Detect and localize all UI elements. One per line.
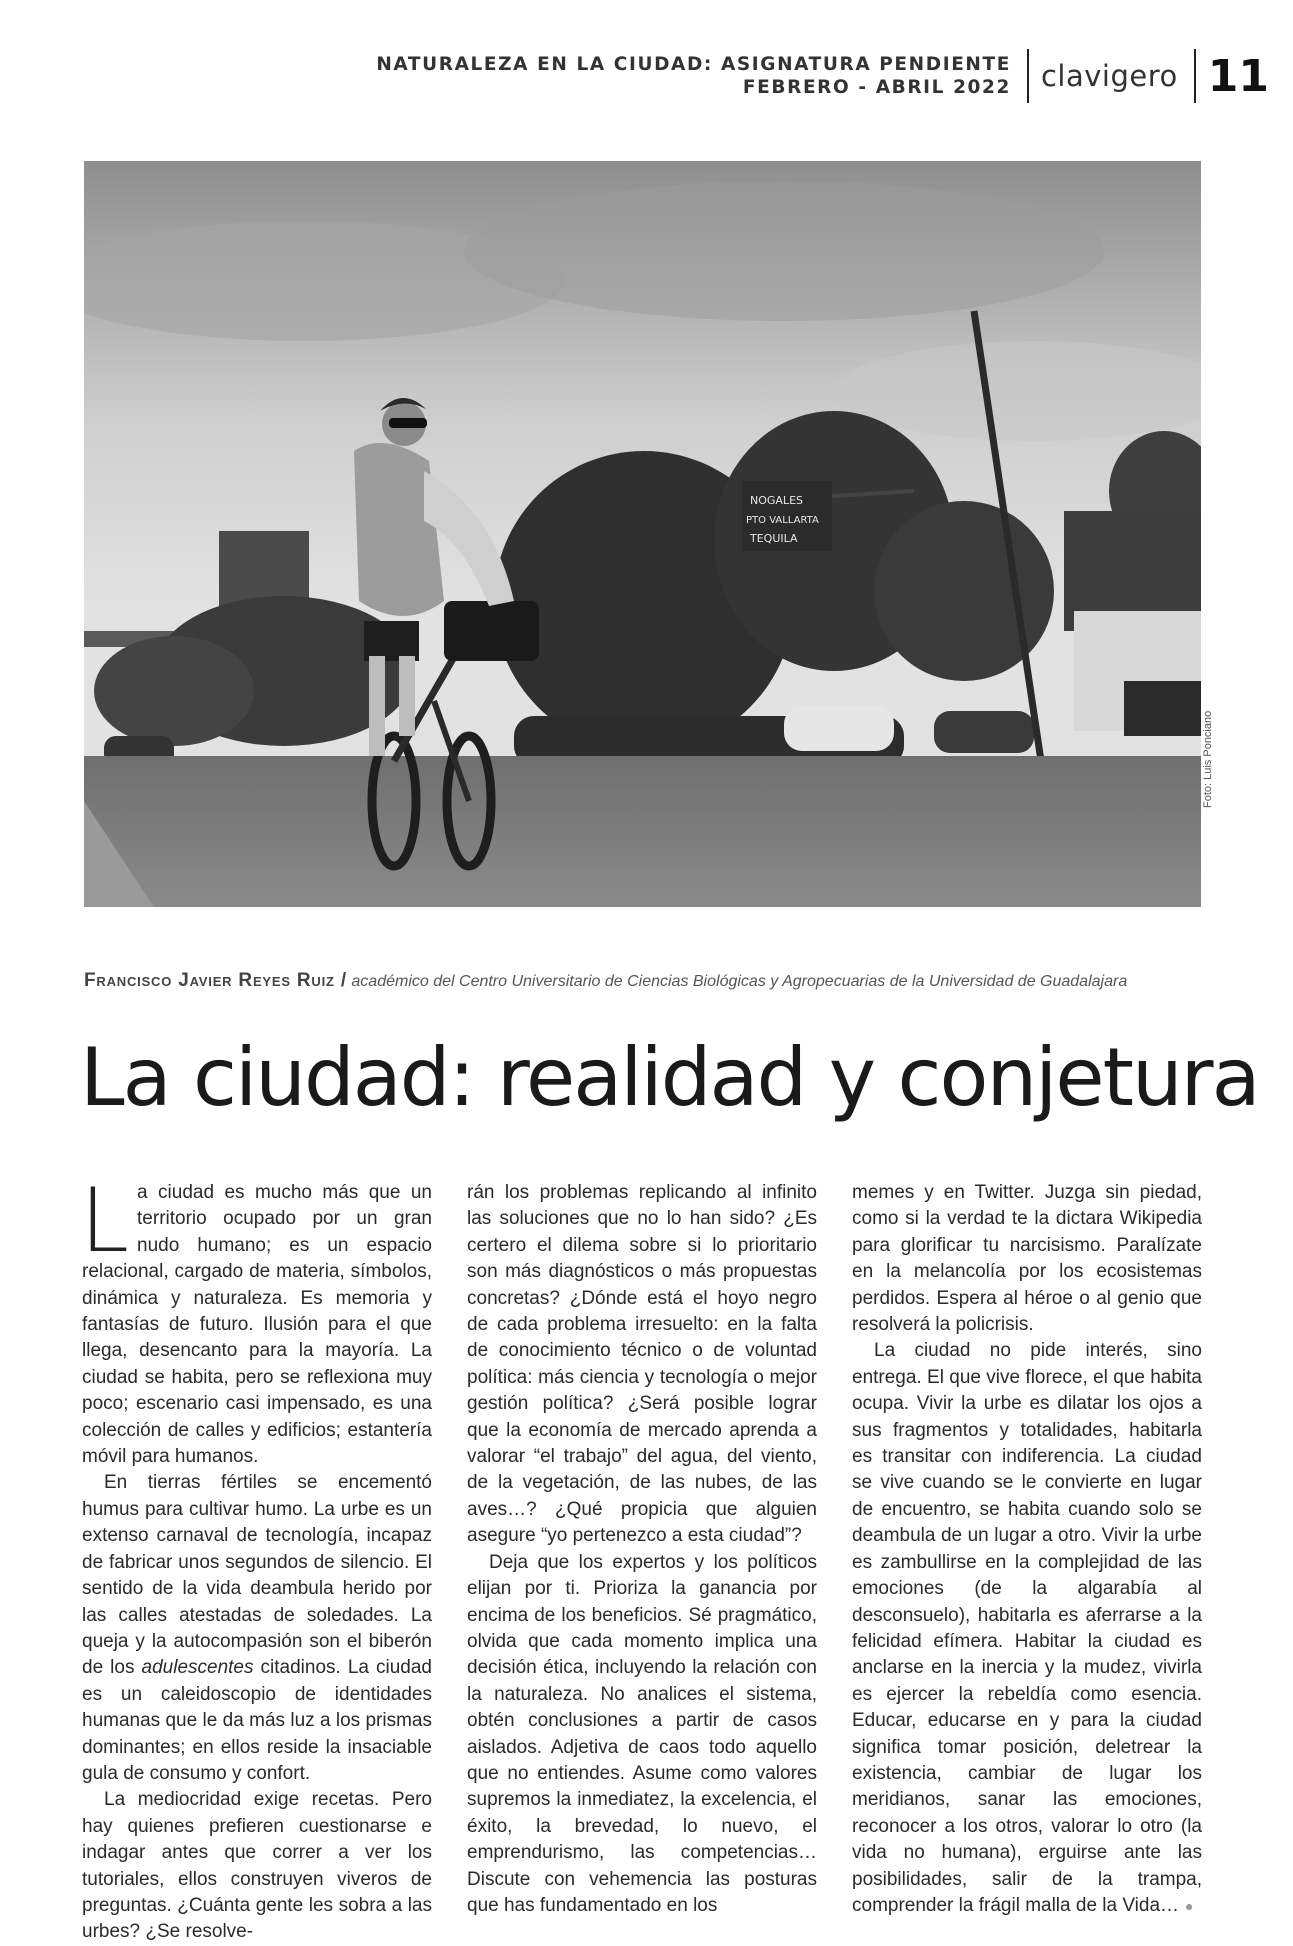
paragraph-text: citadinos. La ciudad es un caleidoscopio de identidades humanas que le da más luz a los prismas dominantes; en ellos reside la insaciable gula de consumo y confort.	[82, 1657, 432, 1784]
photo-credit: Foto: Luis Ponciano	[1202, 710, 1214, 808]
paragraph-text: a ciudad es mucho más que un territorio ocupado por un gran nudo humano; es un espacio relacional, cargado de materia, símbolos, dinámica y naturaleza. Es memoria y fantasías de futuro. Ilusión para el que llega, desencanto para la mayoría. La ciudad se habita, pero se reflexiona muy poco; escenario casi impensado, es una colección de calles y edificios; estantería móvil para humanos.	[82, 1182, 432, 1468]
end-mark-icon: ●	[1185, 1897, 1194, 1914]
header-divider	[1027, 49, 1029, 103]
article-body	[80, 1169, 1203, 1943]
paragraph-text: La ciudad no pide interés, sino entrega. El que vive florece, el que habita ocupa. Vivir la urbe es dilatar los ojos a sus fragmentos y totalidades, habitarla es transitar con indiferencia. La ciudad se vive cuando se le convierte en lugar de encuentro, se habita cuando solo se deambula de un lugar a otro. Vivir la urbe es zambullirse en la complejidad de las emociones (de la algarabía al desconsuelo), habitarla es aferrarse a la felicidad efímera. Habitar la ciudad es anclarse en la inercia y la mudez, vivirla es ejercer la rebeldía como esencia. Educar, educarse en y para la ciudad significa tomar posición, deletrear la existencia, cambiar de lugar los meridianos, sanar las emociones, reconocer a los otros, valorar lo otro (la vida no humana), erguirse ante las posibilidades, salir de la trampa, comprender la frágil malla de la Vida…	[852, 1340, 1202, 1916]
paragraph-text: En tierras fértiles se encementó humus para cultivar humo. La urbe es un extenso carnaval de tecnología, incapaz de fabricar unos segundos de silencio. El sentido de la vida deambula herido por las calles atestadas de soledades. La queja y la autocompasión son el biberón de los	[82, 1472, 432, 1679]
paragraph	[80, 1169, 432, 1470]
paragraph: rán los problemas replicando al infinito las soluciones que no lo han sido? ¿Es certero el dilema sobre si lo prioritario son más diagnósticos o más propuestas concretas? ¿Dónde está el hoyo negro de cada problema irresuelto: en la falta de conocimiento técnico o de voluntad política: más ciencia y tecnología o mejor gestión política? ¿Será posible lograr que la economía de mercado aprenda a valorar “el trabajo” del agua, del viento, de la vegetación, de las nubes, de las aves…? ¿Qué propicia que alguien asegure “yo pertenezco a esta ciudad”?	[467, 1182, 817, 1547]
paragraph: Deja que los expertos y los políticos elijan por ti. Prioriza la ganancia por encima de los beneficios. Sé pragmático, olvida que cada momento implica una decisión ética, incluyendo la relación con la naturaleza. No analices el sistema, obtén conclusiones a partir de casos aislados. Adjetiva de caos todo aquello que no entiendes. Asume como valores supremos la inmediatez, la excelencia, el éxito, la brevedad, lo nuevo, el emprendurismo, las competencias… Discute con vehemencia las posturas que has fundamentado en los	[467, 1551, 817, 1916]
author-role: académico del Centro Universitario de Ciencias Biológicas y Agropecuarias de la Universidad de Guadalajara	[351, 973, 1128, 990]
issue-date: FEBRERO - ABRIL 2022	[742, 77, 1011, 98]
header-divider-2	[1194, 49, 1196, 103]
paragraph: La mediocridad exige recetas. Pero hay quienes prefieren cuestionarse e indagar antes que correr a ver los tutoriales, ellos construyen viveros de preguntas. ¿Cuánta gente les sobra a las urbes? ¿Se resolve-	[82, 1789, 432, 1943]
column-2	[467, 1180, 817, 1916]
section-title: NATURALEZA EN LA CIUDAD: ASIGNATURA PENDIENTE	[376, 54, 1011, 75]
byline	[84, 970, 1144, 992]
brand-logo: clavigero	[1040, 59, 1178, 93]
sign-text-1: NOGALES	[750, 494, 803, 507]
paragraph	[82, 1470, 432, 1787]
sign-text-3: TEQUILA	[750, 532, 798, 545]
page-header	[376, 48, 1269, 104]
paragraph	[852, 1338, 1202, 1919]
sign-text-2: PTO VALLARTA	[746, 515, 819, 526]
article-photo	[84, 161, 1201, 907]
paragraph: memes y en Twitter. Juzga sin piedad, como si la verdad te la dictara Wikipedia para glorificar tu narcisismo. Paralízate en la melancolía por los ecosistemas perdidos. Espera al héroe o al genio que resolverá la policrisis.	[852, 1182, 1202, 1336]
column-3	[852, 1180, 1202, 1916]
article-headline: La ciudad: realidad y conjetura	[80, 1031, 1259, 1124]
italic-term: adulescentes	[141, 1657, 254, 1679]
author-name: Francisco Javier Reyes Ruiz /	[84, 970, 347, 991]
page-number: 11	[1207, 50, 1269, 102]
column-1	[80, 1169, 432, 1943]
cyclist-street-photo	[84, 161, 1201, 907]
running-head	[376, 53, 1011, 99]
drop-cap: L	[80, 1169, 130, 1272]
